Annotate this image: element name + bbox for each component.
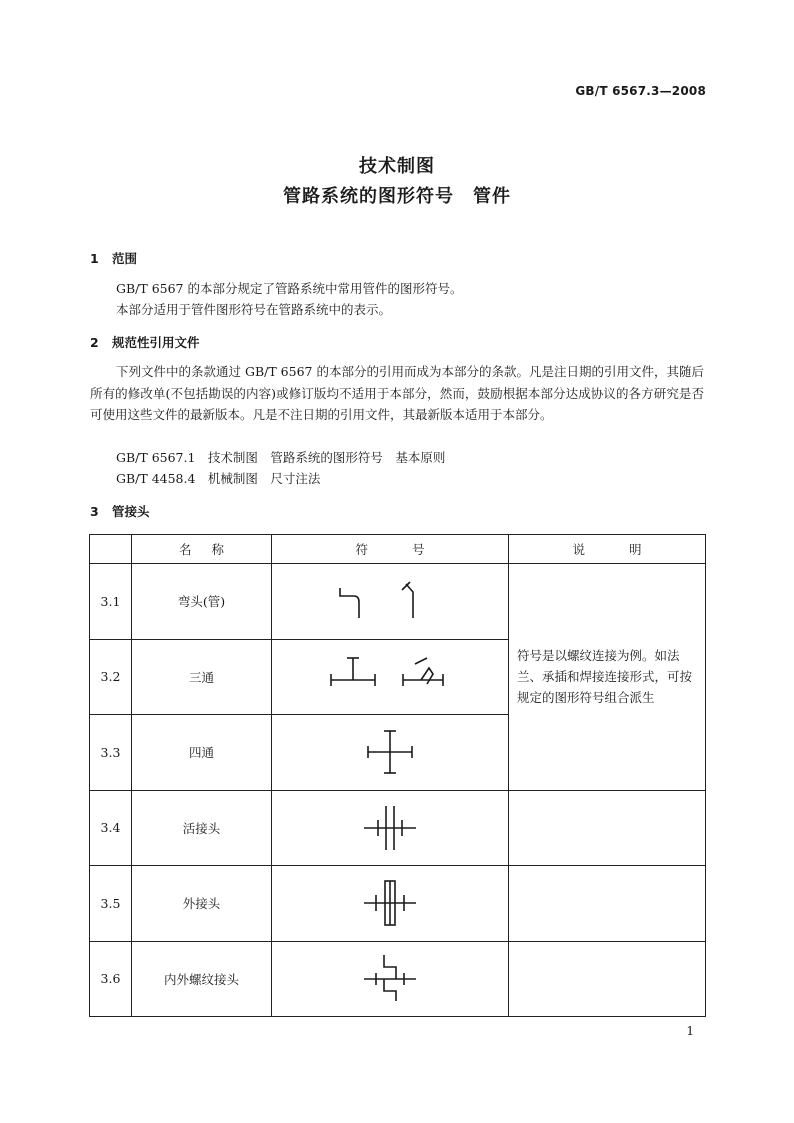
bushing-symbol xyxy=(360,951,420,1007)
row-symbol xyxy=(272,639,509,715)
reference-gbt-4458-4: GB/T 4458.4 机械制图 尺寸注法 xyxy=(116,471,321,486)
table-row xyxy=(90,790,706,866)
cross-symbol xyxy=(360,727,420,777)
section-2-para-1: 下列文件中的条款通过 GB/T 6567 的本部分的引用而成为本部分的条款。凡是注日期的引用文件，其随后所有的修改单(不包括勘误的内容)或修订版均不适用于本部分，然而，鼓励根据本部分达成协议的各方研究是否可使用这些文件的最新版本。凡是不注日期的引用文件，其最新版本适用于本部分。 xyxy=(90,364,704,422)
section-title: 规范性引用文件 xyxy=(112,335,200,350)
elbow-symbol xyxy=(330,576,450,626)
row-number: 3.4 xyxy=(90,790,132,866)
row-symbol xyxy=(272,941,509,1017)
row-number: 3.1 xyxy=(90,564,132,640)
row-name: 外接头 xyxy=(132,866,272,942)
reference-gbt-6567-1: GB/T 6567.1 技术制图 管路系统的图形符号 基本原则 xyxy=(116,450,446,465)
table-row xyxy=(90,866,706,942)
section-1-para-1: GB/T 6567 的本部分规定了管路系统中常用管件的图形符号。 xyxy=(116,281,463,296)
section-2-heading xyxy=(90,333,200,351)
row-symbol xyxy=(272,564,509,640)
page-number: 1 xyxy=(686,1024,694,1038)
section-3-heading xyxy=(90,502,150,520)
header-name: 名称 xyxy=(132,535,272,564)
row-number: 3.5 xyxy=(90,866,132,942)
section-title: 范围 xyxy=(112,251,138,266)
row-name: 弯头(管) xyxy=(132,564,272,640)
standard-code: GB/T 6567.3—2008 xyxy=(575,84,706,98)
note-cell-empty xyxy=(509,790,706,866)
row-symbol xyxy=(272,790,509,866)
row-name: 内外螺纹接头 xyxy=(132,941,272,1017)
header-symbol: 符号 xyxy=(272,535,509,564)
header-no xyxy=(90,535,132,564)
fittings-table xyxy=(89,534,706,1017)
note-cell-empty xyxy=(509,866,706,942)
tee-symbol xyxy=(325,652,455,702)
coupling-symbol xyxy=(360,875,420,931)
note-cell-empty xyxy=(509,941,706,1017)
section-number: 3 xyxy=(90,504,99,519)
row-number: 3.2 xyxy=(90,639,132,715)
section-1-para-2: 本部分适用于管件图形符号在管路系统中的表示。 xyxy=(116,302,392,317)
row-name: 四通 xyxy=(132,715,272,791)
row-number: 3.3 xyxy=(90,715,132,791)
row-symbol xyxy=(272,715,509,791)
section-number: 1 xyxy=(90,251,99,266)
row-symbol xyxy=(272,866,509,942)
table-header-row xyxy=(90,535,706,564)
header-note: 说明 xyxy=(509,535,706,564)
section-1-heading xyxy=(90,249,137,267)
document-title: 技术制图 xyxy=(359,156,435,177)
row-name: 三通 xyxy=(132,639,272,715)
table-row xyxy=(90,564,706,640)
table-row xyxy=(90,941,706,1017)
row-number: 3.6 xyxy=(90,941,132,1017)
row-name: 活接头 xyxy=(132,790,272,866)
section-number: 2 xyxy=(90,335,99,350)
document-subtitle: 管路系统的图形符号 管件 xyxy=(283,186,511,207)
section-title: 管接头 xyxy=(112,504,150,519)
union-symbol xyxy=(360,802,420,854)
note-cell: 符号是以螺纹连接为例。如法兰、承插和焊接连接形式，可按规定的图形符号组合派生 xyxy=(509,564,706,791)
